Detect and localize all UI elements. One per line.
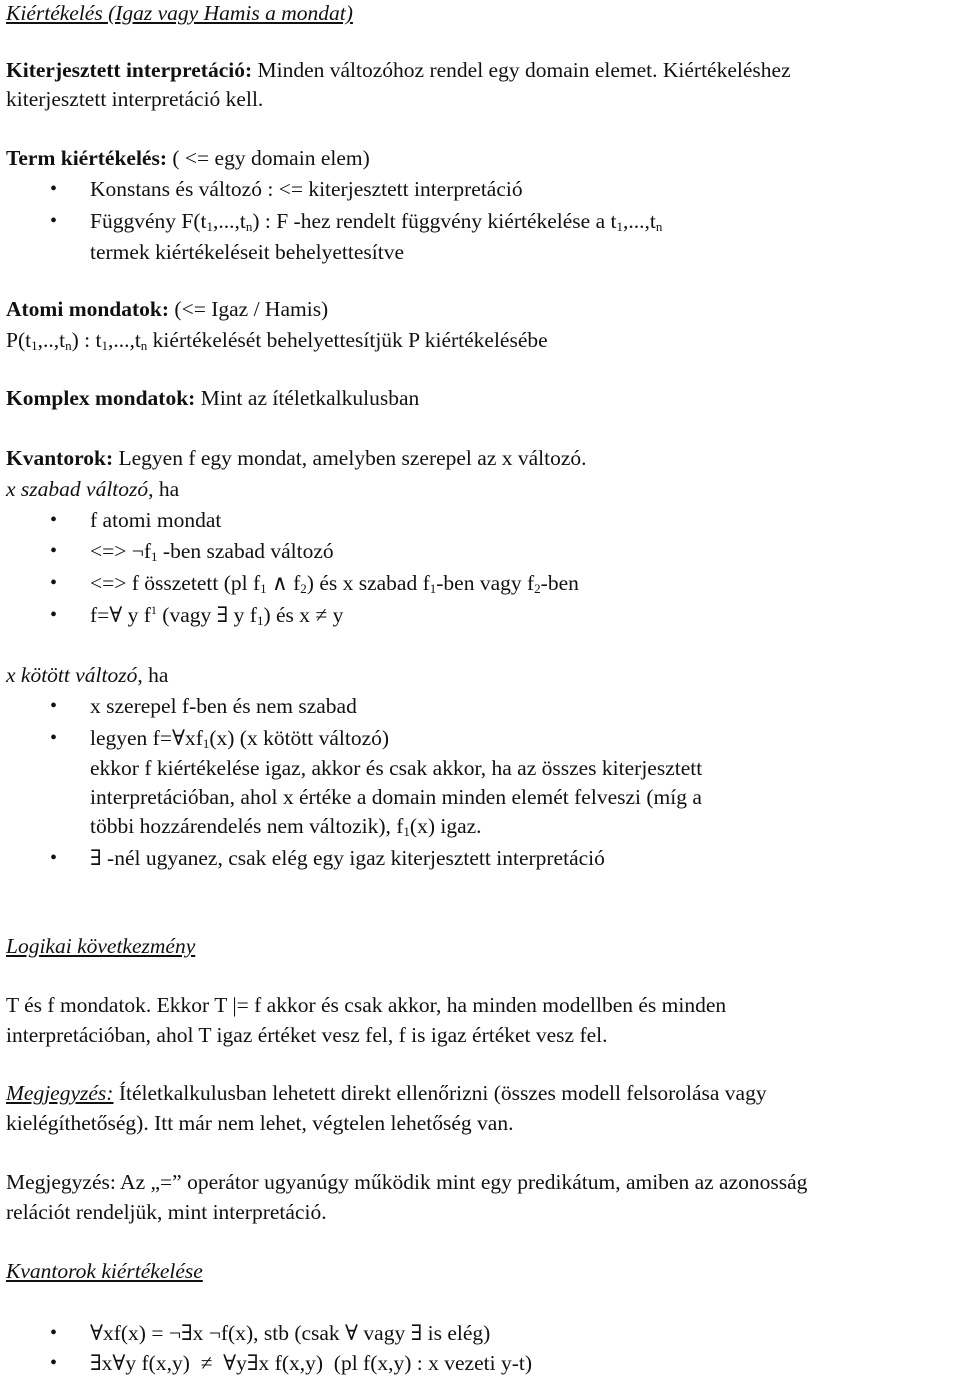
bound-bullet-3-text: -nél ugyanez, csak elég egy igaz kiterjesztett interpretáció bbox=[101, 846, 605, 870]
extended-interpretation-line-2: kiterjesztett interpretáció kell. bbox=[6, 87, 264, 111]
bound-bullet-2: legyen $f=\forall xf_1(x)$ (x kötött változó) bbox=[90, 726, 390, 751]
extended-interpretation-text: Minden változóhoz rendel egy domain elemet. Kiértékeléshez bbox=[252, 58, 791, 82]
bullet-icon: • bbox=[50, 210, 58, 232]
free-bullet-4: f=∀ y $f^1$ (vagy ∃ y $f_1$) és x ≠ y bbox=[90, 603, 344, 628]
note-1-text: Ítéletkalkulusban lehetett direkt ellenőrizni (összes modell felsorolása vagy bbox=[113, 1081, 767, 1105]
bullet-icon: • bbox=[50, 178, 58, 200]
free-variable-term: x szabad változó bbox=[6, 477, 149, 501]
quantifiers-label: Kvantorok: bbox=[6, 446, 114, 470]
section-title-quantifier-evaluation: Kvantorok kiértékelése bbox=[6, 1259, 203, 1283]
atomic-label: Atomi mondatok: bbox=[6, 297, 170, 321]
extended-interpretation-label: Kiterjesztett interpretáció: bbox=[6, 58, 253, 82]
term-bullet-2-cont: termek kiértékeléseit behelyettesítve bbox=[90, 240, 404, 264]
bound-bullet-2-cont-1: ekkor f kiértékelése igaz, akkor és csak akkor, ha az összes kiterjesztett bbox=[90, 756, 703, 780]
note-1-line-1 bbox=[6, 1080, 767, 1106]
term-eval-label: Term kiértékelés: bbox=[6, 146, 167, 170]
free-variable-rest: , ha bbox=[148, 477, 180, 501]
consequence-line-1: T és f mondatok. Ekkor T |= f akkor és csak akkor, ha minden modellben és minden bbox=[6, 993, 727, 1017]
note-2-line-1: Megjegyzés: Az „=” operátor ugyanúgy működik mint egy predikátum, amiben az azonosság bbox=[6, 1170, 808, 1194]
section-title-logical-consequence: Logikai következmény bbox=[6, 934, 196, 958]
complex-label: Komplex mondatok: bbox=[6, 386, 196, 410]
complex-text: Mint az ítéletkalkulusban bbox=[195, 386, 420, 410]
term-bullet-2: Függvény $F(t_1,...,t_n)$ : F -hez rendelt függvény kiértékelése a $t_1,...,t_n$ bbox=[90, 209, 663, 234]
free-bullet-3: <=> f összetett (pl $f_1$ ∧ $f_2$) és x szabad $f_1$-ben vagy $f_2$-ben bbox=[90, 571, 579, 596]
consequence-line-2: interpretációban, ahol T igaz értéket vesz fel, f is igaz értéket vesz fel. bbox=[6, 1023, 608, 1047]
quantifiers-text: Legyen f egy mondat, amelyben szerepel az x változó. bbox=[113, 446, 587, 470]
atomic-line bbox=[6, 296, 328, 322]
note-1-label: Megjegyzés: bbox=[6, 1081, 114, 1105]
atomic-formula-line: $P(t_1,..,t_n)$ : $t_1,...,t_n$ kiértékelését behelyettesítjük P kiértékelésébe bbox=[6, 328, 548, 353]
bullet-icon: • bbox=[50, 847, 58, 869]
bound-bullet-2-cont-2: interpretációban, ahol x értéke a domain minden elemét felveszi (míg a bbox=[90, 785, 702, 809]
bullet-icon: • bbox=[50, 1322, 58, 1344]
bound-variable-rest: , ha bbox=[137, 663, 169, 687]
quantifiers-line bbox=[6, 445, 587, 471]
term-bullet-1: Konstans és változó : <= kiterjesztett interpretáció bbox=[90, 177, 523, 201]
bullet-icon: • bbox=[50, 540, 58, 562]
bound-variable-line bbox=[6, 662, 168, 688]
bullet-icon: • bbox=[50, 1352, 58, 1374]
term-eval-text: ( <= egy domain elem) bbox=[167, 146, 370, 170]
bullet-icon: • bbox=[50, 727, 58, 749]
complex-line bbox=[6, 385, 419, 411]
free-bullet-1: f atomi mondat bbox=[90, 508, 222, 532]
free-variable-line bbox=[6, 476, 179, 502]
term-eval-line bbox=[6, 145, 370, 171]
bound-bullet-1: x szerepel f-ben és nem szabad bbox=[90, 694, 357, 718]
bound-variable-term: x kötött változó bbox=[6, 663, 138, 687]
note-1-line-2: kielégíthetőség). Itt már nem lehet, végtelen lehetőség van. bbox=[6, 1111, 514, 1135]
bullet-icon: • bbox=[50, 604, 58, 626]
quantifier-bullet-1: ∀xf(x) = ¬∃x ¬f(x), stb (csak ∀ vagy ∃ is elég) bbox=[90, 1321, 491, 1345]
bullet-icon: • bbox=[50, 572, 58, 594]
bound-bullet-3: ∃ -nél ugyanez, csak elég egy igaz kiterjesztett interpretáció bbox=[90, 846, 605, 870]
bullet-icon: • bbox=[50, 509, 58, 531]
extended-interpretation-line-1 bbox=[6, 57, 791, 83]
free-bullet-2: <=> $\neg f_1$ -ben szabad változó bbox=[90, 539, 334, 564]
bullet-icon: • bbox=[50, 695, 58, 717]
atomic-text: (<= Igaz / Hamis) bbox=[169, 297, 329, 321]
note-2-line-2: relációt rendeljük, mint interpretáció. bbox=[6, 1200, 327, 1224]
bound-bullet-2-cont-3: többi hozzárendelés nem változik), $f_1(x)$ igaz. bbox=[90, 814, 482, 839]
section-title-evaluation: Kiértékelés (Igaz vagy Hamis a mondat) bbox=[6, 1, 353, 25]
quantifier-bullet-2: ∃x∀y f(x,y) ≠ ∀y∃x f(x,y) (pl f(x,y) : x vezeti y-t) bbox=[90, 1351, 532, 1375]
